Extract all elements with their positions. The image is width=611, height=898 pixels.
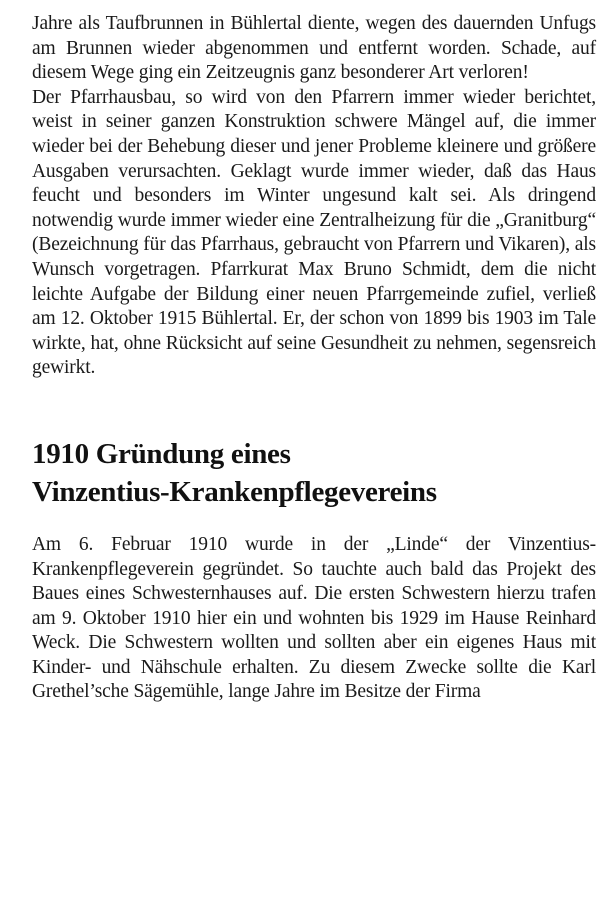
- paragraph-taufbrunnen: Jahre als Taufbrunnen in Bühlertal diente, wegen des dauernden Unfugs am Brunnen wieder abgenommen und entfernt worden. Schade, auf diesem Wege ging ein Zeitzeugnis ganz besonderer Art verloren!: [32, 13, 596, 84]
- document-page: [32, 12, 596, 705]
- paragraph-pfarrhausbau: Der Pfarrhausbau, so wird von den Pfarrern immer wieder berichtet, weist in seiner ganzen Konstruktion schwere Mängel auf, die immer wieder bei der Behebung dieser und jener Probleme kleinere und größere Ausgaben verursachten. Geklagt wurde immer wieder, daß das Haus feucht und besonders im Winter ungesund kalt sei. Als dringend notwendig wurde immer wieder eine Zentralheizung für die „Granitburg“ (Bezeichnung für das Pfarrhaus, gebraucht von Pfarrern und Vikaren), als Wunsch vorgetragen. Pfarrkurat Max Bruno Schmidt, dem die nicht leichte Aufgabe der Bildung einer neuen Pfarrgemeinde zufiel, verließ am 12. Oktober 1915 Bühlertal. Er, der schon von 1899 bis 1903 im Tale wirkte, hat, ohne Rücksicht auf seine Gesundheit zu nehmen, segensreich gewirkt.: [32, 86, 596, 379]
- paragraph-krankenpflegeverein: Am 6. Februar 1910 wurde in der „Linde“ der Vinzentius-Krankenpflegeverein gegründet. So tauchte auch bald das Projekt des Baues eines Schwesternhauses auf. Die ersten Schwestern hierzu trafen am 9. Oktober 1910 hier ein und wohnten bis 1929 im Hause Reinhard Weck. Die Schwestern wollten und sollten aber ein eigenes Haus mit Kinder- und Nähschule erhalten. Zu diesem Zwecke sollte die Karl Grethel’sche Sägemühle, lange Jahre im Besitze der Firma: [32, 533, 596, 703]
- section-heading: [32, 435, 596, 511]
- section-heading-line-1: 1910 Gründung eines: [32, 437, 291, 470]
- section-heading-line-2: Vinzentius-Krankenpflegevereins: [32, 475, 437, 508]
